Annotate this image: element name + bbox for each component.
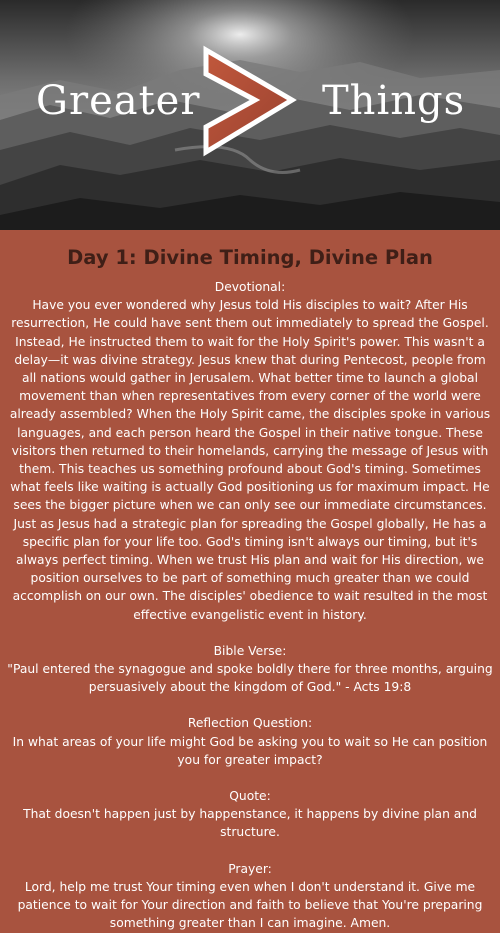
prayer-label: Prayer: — [228, 861, 272, 876]
bible-verse-label: Bible Verse: — [213, 643, 287, 658]
devotional-text: Have you ever wondered why Jesus told His disciples to wait? After His resurrection, He could have sent them out immediately to spread the Gospel. Instead, He instructed them to wait for the Holy Spirit's power. This wasn't a delay—it was divine strategy. Jesus knew that during Pentecost, people from all nations would gather in Jerusalem. What better time to launch a global movement than when representatives from every corner of the world were already assembled? When the Holy Spirit came, the disciples spoke in various languages, and each person heard the Gospel in their native tongue. These visitors then returned to their homelands, carrying the message of Jesus with them. This teaches us something profound about God's timing. Sometimes what feels like waiting is actually God positioning us for maximum impact. He sees the bigger picture when we can only see our immediate circumstances. Just as Jesus had a strategic plan for spreading the Gospel globally, He has a specific plan for your life too. God's timing isn't always our timing, but it's always perfect timing. When we trust His plan and wait for His direction, we position ourselves to be part of something much greater than we could accomplish on our own. The disciples' obedience to wait resulted in the most effective evangelistic event in history. — [9, 298, 491, 622]
day-title: Day 1: Divine Timing, Divine Plan — [67, 246, 433, 269]
quote-section — [0, 787, 500, 842]
prayer-section — [0, 860, 500, 933]
reflection-text: In what areas of your life might God be asking you to wait so He can position you for greater impact? — [12, 734, 488, 767]
prayer-text: Lord, help me trust Your timing even when I don't understand it. Give me patience to wait for Your direction and faith to believe that You're preparing something greater than I can imagine. Amen. — [17, 879, 483, 931]
header-word-greater: Greater — [36, 78, 201, 124]
devotional-label: Devotional: — [214, 280, 286, 294]
quote-label: Quote: — [229, 789, 271, 804]
reflection-section — [0, 714, 500, 769]
header-banner — [0, 0, 500, 230]
quote-text: That doesn't happen just by happenstance, it happens by divine plan and structure. — [23, 807, 477, 840]
header-word-things: Things — [322, 78, 466, 124]
devotional-section — [0, 278, 500, 624]
bible-verse-text: "Paul entered the synagogue and spoke boldly there for three months, arguing persuasively about the kingdom of God." - Acts 19:8 — [7, 662, 493, 695]
reflection-label: Reflection Question: — [187, 716, 313, 731]
devotional-content — [0, 230, 500, 931]
bible-verse-section — [0, 642, 500, 697]
